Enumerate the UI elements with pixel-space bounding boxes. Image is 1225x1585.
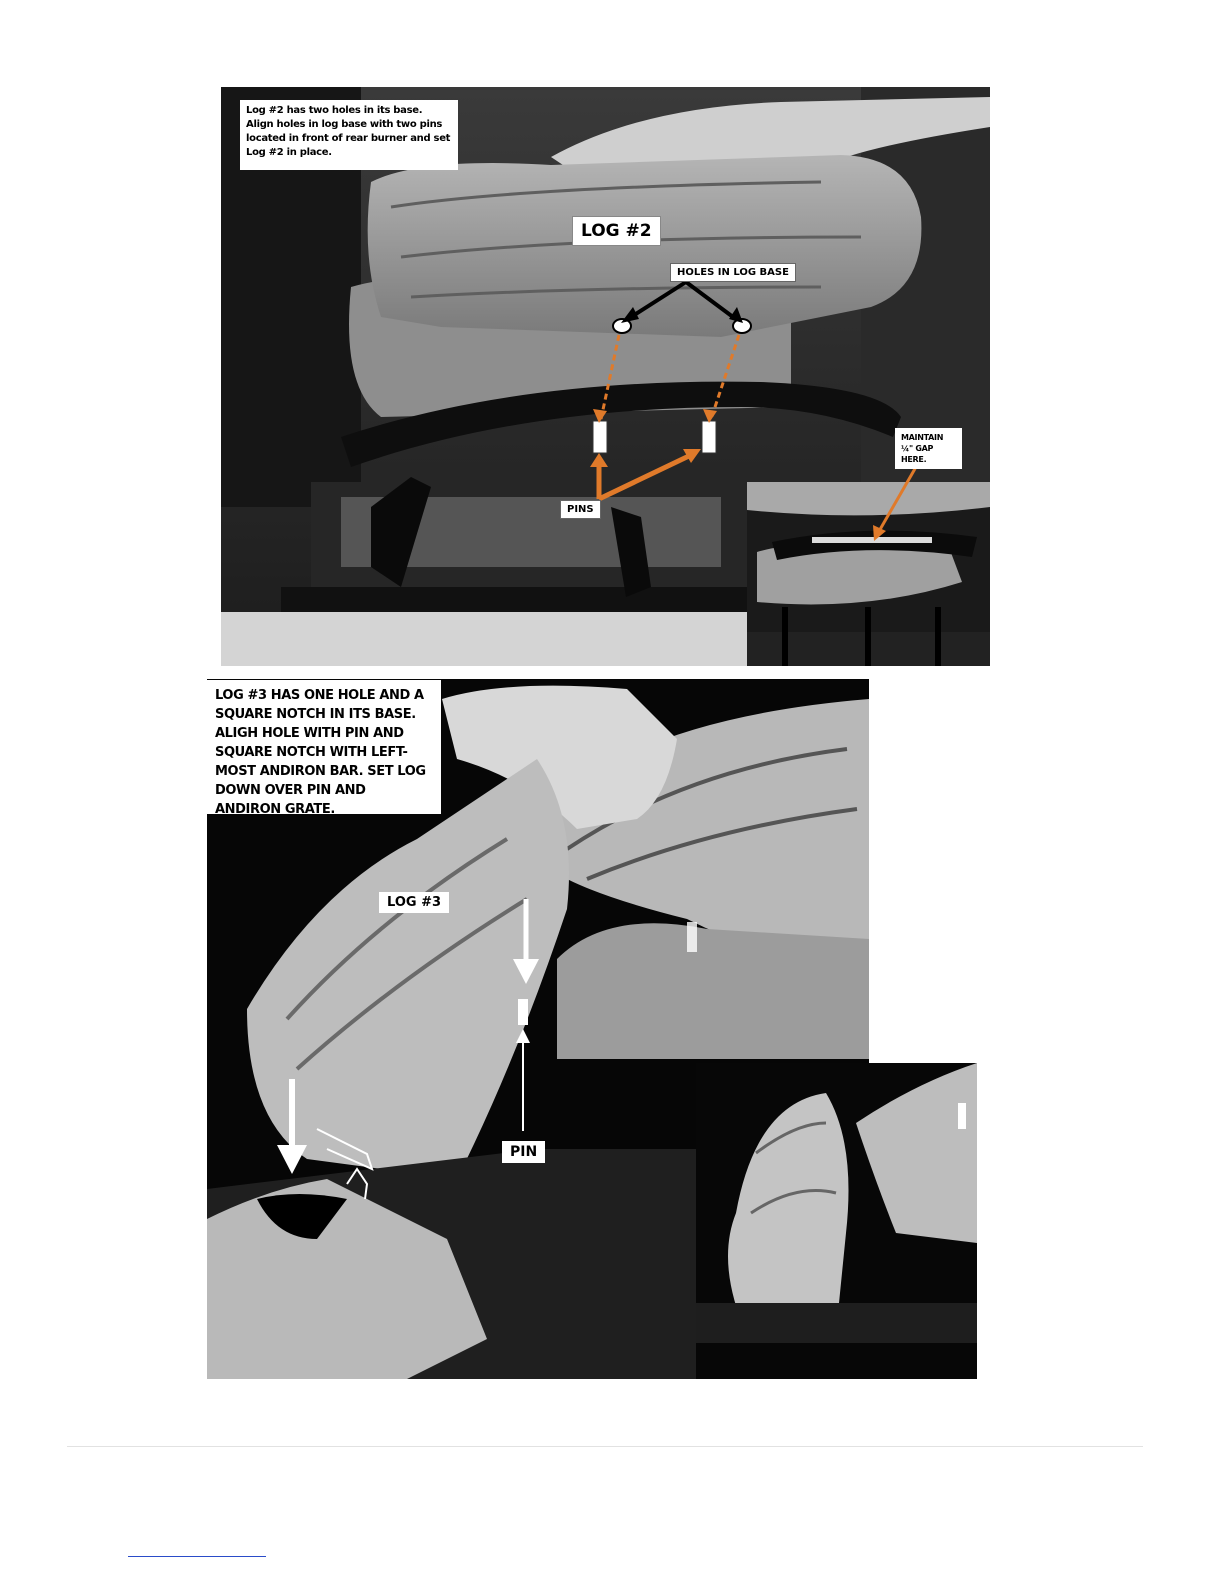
page-divider — [67, 1446, 1143, 1447]
log3-instruction: LOG #3 HAS ONE HOLE AND A SQUARE NOTCH IN ITS BASE. ALIGH HOLE WITH PIN AND SQUARE NOTCH WITH LEFT-MOST ANDIRON BAR. SET LOG DOWN OVER PIN AND ANDIRON GRATE. — [207, 680, 441, 814]
log3-label: LOG #3 — [379, 892, 449, 913]
log2-instruction: Log #2 has two holes in its base. Align holes in log base with two pins located in front of rear burner and set Log #2 in place. — [240, 100, 458, 170]
log3-inset-photo — [696, 1063, 977, 1379]
pin-label: PIN — [502, 1141, 545, 1163]
footer-link-underline — [128, 1556, 266, 1557]
pins-label: PINS — [560, 500, 601, 519]
holes-label: HOLES IN LOG BASE — [670, 263, 796, 282]
log2-label: LOG #2 — [572, 216, 661, 246]
gap-label: MAINTAIN ¼" GAP HERE. — [895, 428, 962, 469]
